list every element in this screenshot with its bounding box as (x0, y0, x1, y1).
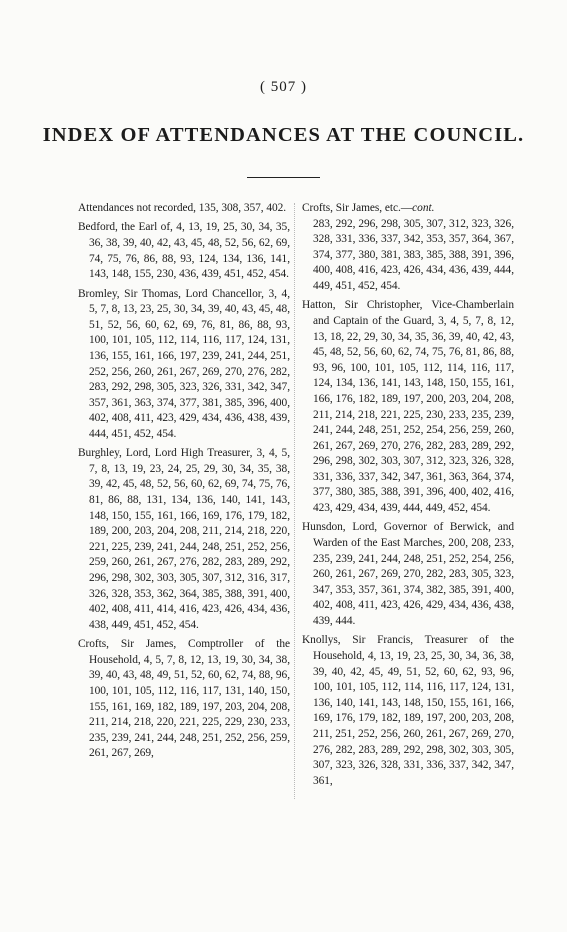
title-rule (247, 177, 320, 178)
index-entry-knollys: Knollys, Sir Francis, Treasurer of the Household, 4, 13, 19, 23, 25, 30, 34, 36, 38, 39, 40, 42, 45, 49, 51, 52, 60, 62, 93, 96, 100, 101, 105, 112, 114, 116, 117, 124, 131, 136, 140, 141, 143, 148, 150, 155, 161, 166, 169, 176, 179, 182, 189, 197, 200, 203, 208, 211, 251, 252, 256, 260, 261, 267, 269, 270, 276, 282, 283, 289, 292, 298, 302, 303, 305, 307, 323, 326, 328, 331, 336, 337, 342, 347, 361, (302, 634, 514, 787)
page-title: INDEX OF ATTENDANCES AT THE COUNCIL. (42, 124, 525, 146)
index-entry-attendances-not-recorded: Attendances not recorded, 135, 308, 357, 402. (78, 202, 287, 214)
continuation-head: Crofts, Sir James, etc.— (302, 202, 413, 214)
index-entry-hunsdon: Hunsdon, Lord, Governor of Berwick, and Warden of the East Marches, 200, 208, 233, 235, 239, 241, 244, 248, 251, 252, 254, 256, 260, 261, 267, 269, 270, 282, 283, 305, 323, 347, 353, 357, 361, 374, 382, 385, 391, 400, 402, 408, 411, 423, 426, 429, 434, 436, 438, 439, 444. (302, 521, 514, 628)
page-number: ( 507 ) (260, 79, 307, 95)
index-entry-crofts: Crofts, Sir James, Comptroller of the Household, 4, 5, 7, 8, 12, 13, 19, 30, 34, 38, 39, 40, 43, 48, 49, 51, 52, 60, 62, 74, 88, 96, 100, 101, 105, 112, 116, 117, 131, 140, 150, 155, 161, 169, 182, 189, 197, 203, 204, 208, 211, 214, 218, 220, 221, 225, 229, 230, 233, 235, 239, 241, 244, 248, 251, 252, 256, 259, 261, 267, 269, (78, 638, 290, 760)
index-column-left (78, 201, 290, 766)
index-entry-bromley: Bromley, Sir Thomas, Lord Chancellor, 3, 4, 5, 7, 8, 13, 23, 25, 30, 34, 39, 40, 43, 45, 48, 51, 52, 56, 60, 62, 69, 76, 81, 86, 88, 93, 100, 101, 105, 112, 114, 116, 117, 124, 131, 136, 155, 161, 166, 197, 239, 241, 244, 251, 252, 256, 260, 261, 267, 269, 270, 276, 282, 283, 292, 298, 305, 323, 326, 331, 342, 347, 357, 361, 363, 374, 377, 381, 385, 396, 400, 402, 408, 411, 423, 429, 434, 436, 438, 439, 444, 451, 452, 454. (78, 287, 290, 440)
continuation-mark: cont. (412, 202, 435, 214)
index-entry-crofts-continued-pages: 283, 292, 296, 298, 305, 307, 312, 323, 326, 328, 331, 336, 337, 342, 353, 357, 364, 367, 374, 377, 380, 381, 383, 385, 388, 391, 396, 400, 408, 416, 423, 426, 434, 436, 439, 444, 449, 451, 452, 454. (313, 217, 514, 292)
index-entry-burghley: Burghley, Lord, Lord High Treasurer, 3, 4, 5, 7, 8, 13, 19, 23, 24, 25, 29, 30, 34, 35, 38, 39, 42, 45, 48, 52, 56, 60, 62, 69, 74, 75, 76, 81, 86, 88, 131, 134, 136, 140, 141, 143, 148, 150, 155, 161, 166, 169, 176, 179, 182, 189, 200, 203, 204, 208, 211, 214, 218, 220, 221, 225, 239, 241, 244, 248, 251, 252, 256, 259, 260, 261, 267, 276, 282, 283, 289, 292, 296, 298, 302, 303, 305, 307, 312, 316, 317, 326, 328, 353, 362, 364, 385, 388, 391, 400, 402, 408, 411, 414, 416, 423, 426, 434, 436, 438, 449, 451, 452, 454. (78, 447, 290, 631)
column-divider (294, 203, 295, 799)
index-entry-hatton: Hatton, Sir Christopher, Vice-Chamberlain and Captain of the Guard, 3, 4, 5, 7, 8, 12, 13, 18, 22, 29, 30, 34, 35, 36, 39, 40, 42, 43, 45, 48, 52, 56, 60, 62, 74, 75, 76, 81, 86, 88, 93, 96, 100, 101, 105, 112, 114, 116, 117, 124, 134, 136, 141, 143, 148, 150, 155, 161, 166, 176, 182, 189, 197, 200, 203, 204, 208, 211, 214, 218, 221, 225, 230, 233, 235, 239, 241, 244, 248, 251, 252, 254, 256, 259, 260, 261, 267, 269, 270, 276, 282, 283, 289, 292, 296, 298, 302, 303, 307, 312, 323, 326, 328, 331, 336, 337, 342, 347, 361, 363, 364, 374, 377, 380, 385, 388, 391, 396, 400, 402, 416, 423, 429, 434, 439, 444, 449, 452, 454. (302, 299, 514, 515)
index-entry-bedford: Bedford, the Earl of, 4, 13, 19, 25, 30, 34, 35, 36, 38, 39, 40, 42, 43, 45, 48, 52, 56, 62, 69, 74, 75, 76, 86, 88, 93, 124, 134, 136, 141, 143, 148, 155, 230, 436, 439, 451, 452, 454. (78, 221, 290, 281)
index-entry-crofts-continued (302, 201, 514, 217)
index-column-right (302, 201, 514, 793)
